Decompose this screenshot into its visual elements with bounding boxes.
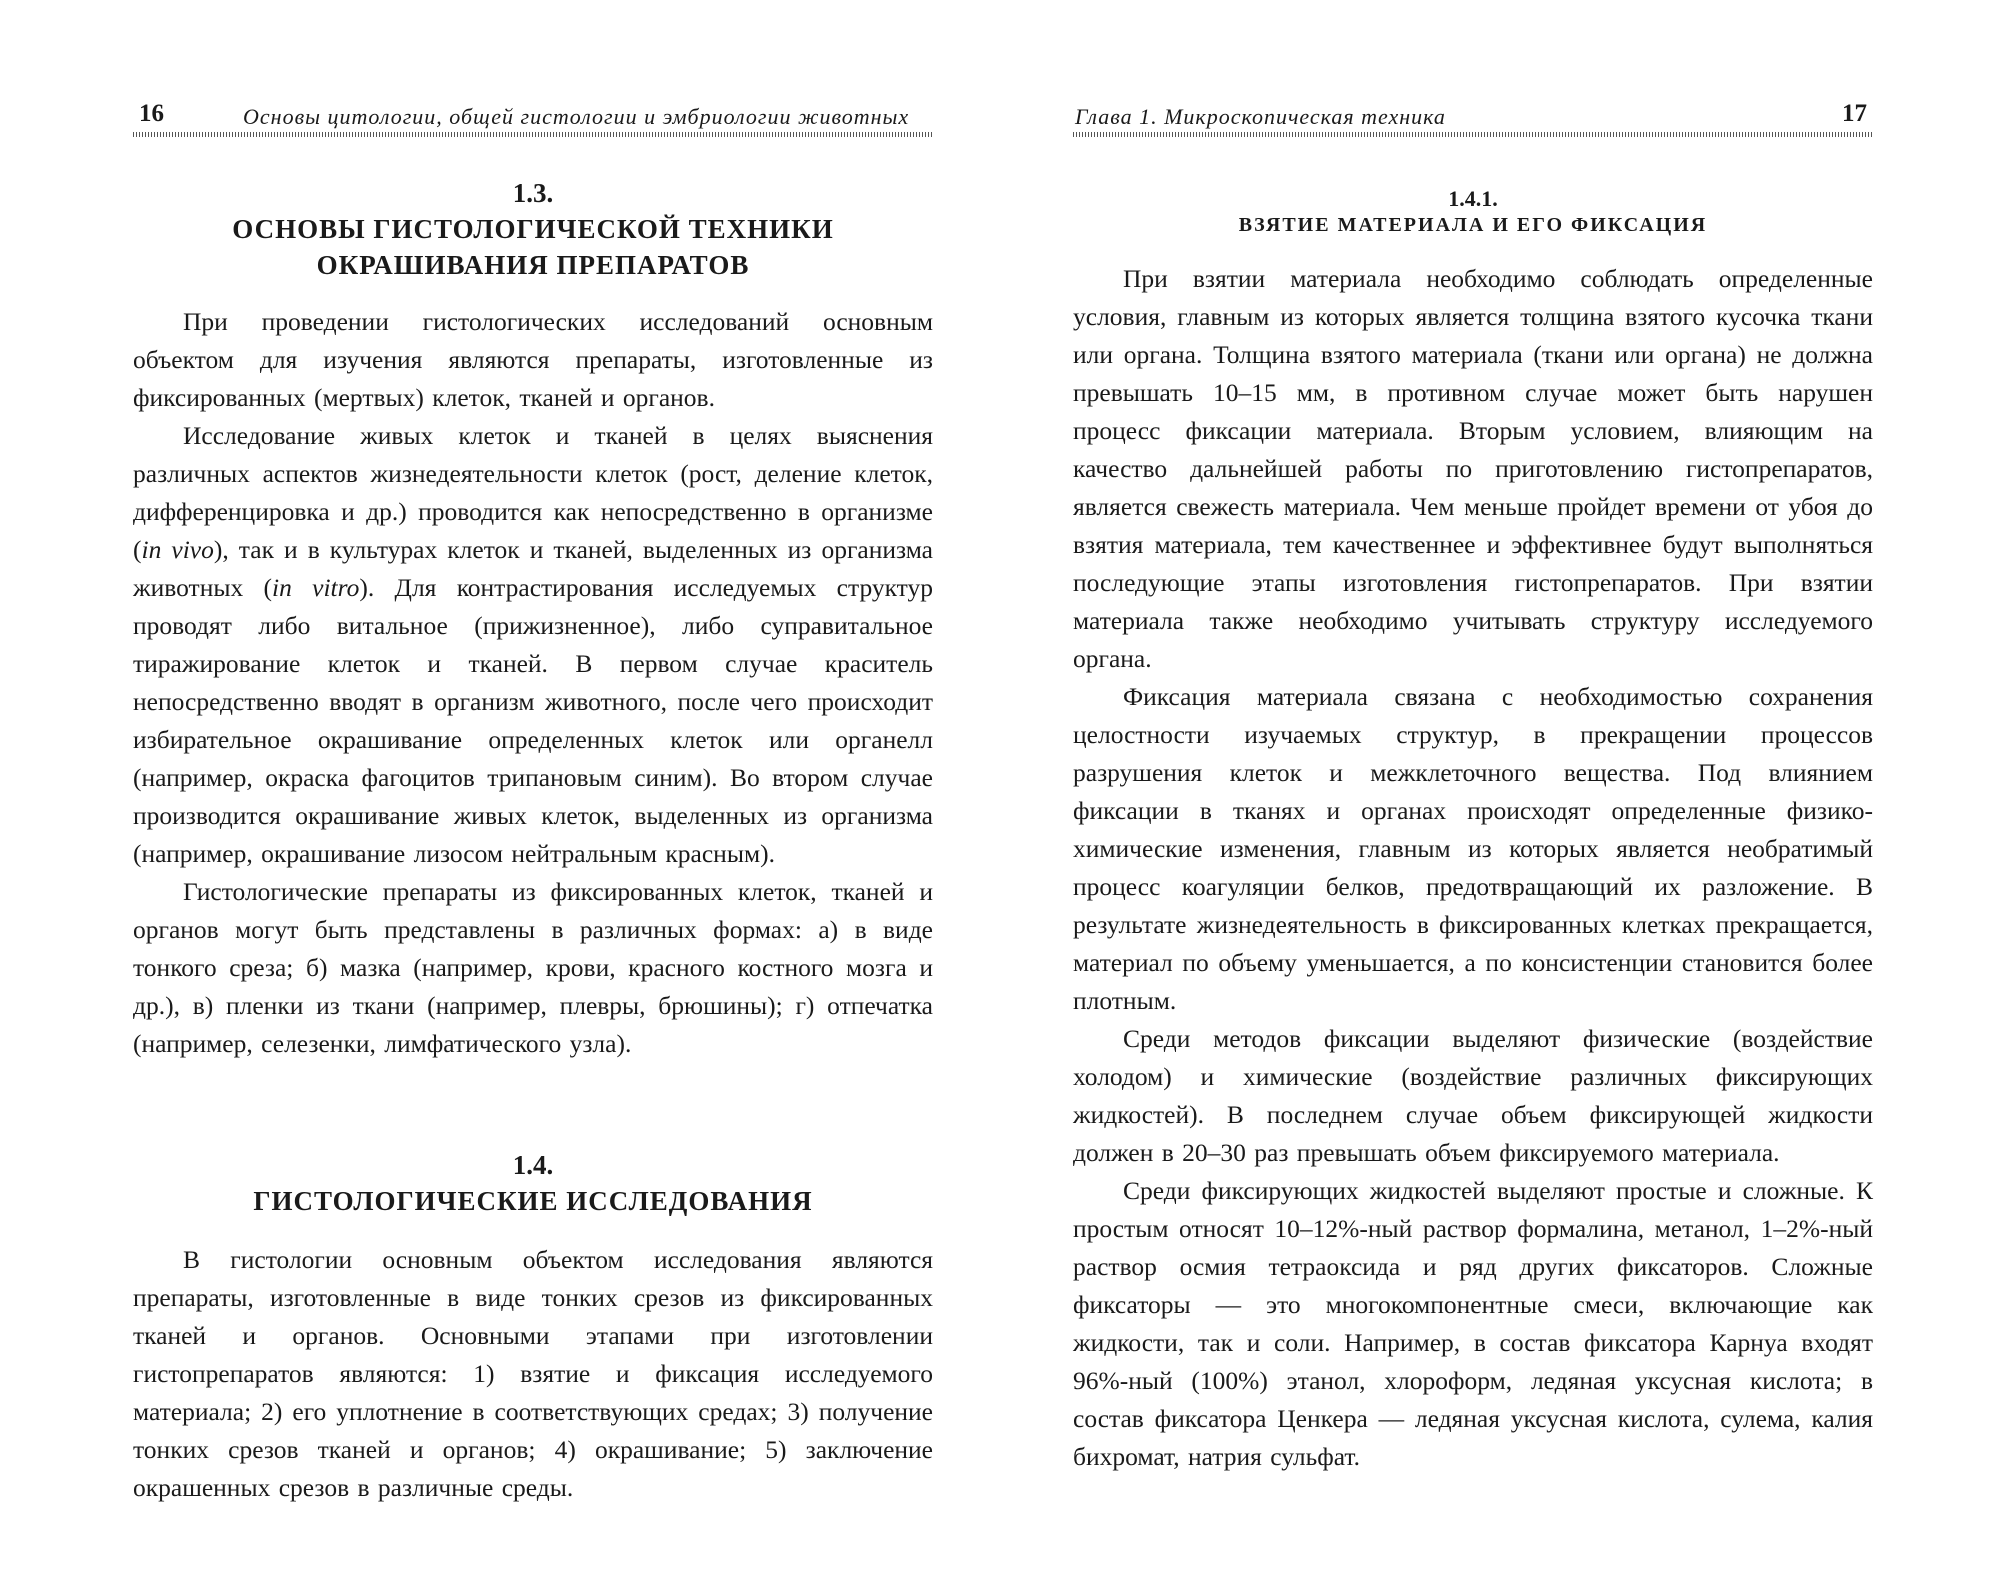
latin-term: in vivo: [141, 535, 214, 564]
paragraph: Фиксация материала связана с необходимостью сохранения целостности изучаемых структур, в прекращении процессов разрушения клеток и межклеточного вещества. Под влиянием фиксации в тканях и органах происходят определенные физико-химические изменения, главным из которых является необратимый процесс коагуляции белков, предотвращающий их разложение. В результате жизнедеятельность в фиксированных клетках прекращается, материал по объему уменьшается, а по консистенции становится более плотным.: [1073, 682, 1873, 1015]
section-1-3-title-line-1: ОСНОВЫ ГИСТОЛОГИЧЕСКОЙ ТЕХНИКИ: [232, 214, 834, 244]
left-header-rule: [133, 132, 933, 137]
section-1-4-title: ГИСТОЛОГИЧЕСКИЕ ИССЛЕДОВАНИЯ: [253, 1186, 813, 1216]
left-page-content: [133, 175, 933, 1507]
section-1-4-heading: [133, 1147, 933, 1219]
right-page: [1073, 0, 1873, 1593]
paragraph: Среди фиксирующих жидкостей выделяют простые и сложные. К простым относят 10–12%-ный раствор формалина, метанол, 1–2%-ный раствор осмия тетраоксида и ряд других фиксаторов. Сложные фиксаторы — это многокомпонентные смеси, включающие как жидкости, так и соли. Например, в состав фиксатора Карнуа входят 96%-ный (100%) этанол, хлороформ, ледяная уксусная кислота; в состав фиксатора Ценкера — ледяная уксусная кислота, сулема, калия бихромат, натрия сульфат.: [1073, 1176, 1873, 1471]
latin-term: in vitro: [272, 573, 360, 602]
paragraph: Среди методов фиксации выделяют физические (воздействие холодом) и химические (воздействие различных фиксирующих жидкостей). В последнем случае объем фиксирующей жидкости должен в 20–30 раз превышать объем фиксируемого материала.: [1073, 1024, 1873, 1167]
left-page: [133, 0, 933, 1593]
section-1-4-number: 1.4.: [512, 1150, 554, 1180]
left-body-text-2: [133, 1241, 933, 1507]
right-page-header: [1073, 96, 1873, 136]
right-running-title: Глава 1. Микроскопическая техника: [1075, 104, 1446, 129]
left-page-number: 16: [139, 100, 164, 127]
right-page-content: [1073, 186, 1873, 1476]
right-page-number: 17: [1842, 100, 1867, 127]
right-body-text: [1073, 260, 1873, 1476]
section-1-3-heading: [133, 175, 933, 283]
section-1-3-number: 1.3.: [512, 178, 554, 208]
left-running-title: Основы цитологии, общей гистологии и эмбриологии животных: [243, 104, 910, 129]
left-page-header: [133, 96, 933, 136]
section-1-4-1-number: 1.4.1.: [1448, 186, 1498, 211]
paragraph: Гистологические препараты из фиксированных клеток, тканей и органов могут быть представлены в различных формах: а) в виде тонкого среза; б) мазка (например, крови, красного костного мозга и др.), в) пленки из ткани (например, плевры, брюшины); г) отпечатка (например, селезенки, лимфатического узла).: [133, 877, 933, 1058]
paragraph: Исследование живых клеток и тканей в целях выяснения различных аспектов жизнедеятельности клеток (рост, деление клеток, дифференцировка и др.) проводится как непосредственно в организме (in vivo), так и в культурах клеток и тканей, выделенных из организма животных (in vitro). Для контрастирования исследуемых структур проводят либо витальное (прижизненное), либо суправитальное тиражирование клеток и тканей. В первом случае краситель непосредственно вводят в организм животного, после чего происходит избирательное окрашивание определенных клеток или органелл (например, окраска фагоцитов трипановым синим). Во втором случае производится окрашивание живых клеток, выделенных из организма (например, окрашивание лизосом нейтральным красным).: [133, 421, 934, 868]
section-1-4-1-heading: [1073, 186, 1873, 238]
section-1-3-title-line-2: ОКРАШИВАНИЯ ПРЕПАРАТОВ: [316, 250, 750, 280]
paragraph: При проведении гистологических исследований основным объектом для изучения являются препараты, изготовленные из фиксированных (мертвых) клеток, тканей и органов.: [133, 307, 933, 412]
paragraph: При взятии материала необходимо соблюдать определенные условия, главным из которых является толщина взятого кусочка ткани или органа. Толщина взятого материала (ткани или органа) не должна превышать 10–15 мм, в противном случае может быть нарушен процесс фиксации материала. Вторым условием, влияющим на качество дальнейшей работы по приготовлению гистопрепаратов, является свежесть материала. Чем меньше пройдет времени от убоя до взятия материала, тем качественнее и эффективнее будут выполняться последующие этапы изготовления гистопрепаратов. При взятии материала также необходимо учитывать структуру исследуемого органа.: [1073, 264, 1873, 673]
paragraph: В гистологии основным объектом исследования являются препараты, изготовленные в виде тонких срезов из фиксированных тканей и органов. Основными этапами при изготовлении гистопрепаратов являются: 1) взятие и фиксация исследуемого материала; 2) его уплотнение в соответствующих средах; 3) получение тонких срезов тканей и органов; 4) окрашивание; 5) заключение окрашенных срезов в различные среды.: [133, 1245, 933, 1502]
section-1-4-1-title: ВЗЯТИЕ МАТЕРИАЛА И ЕГО ФИКСАЦИЯ: [1238, 214, 1708, 236]
left-body-text-1: [133, 303, 933, 1063]
right-header-rule: [1073, 132, 1873, 137]
